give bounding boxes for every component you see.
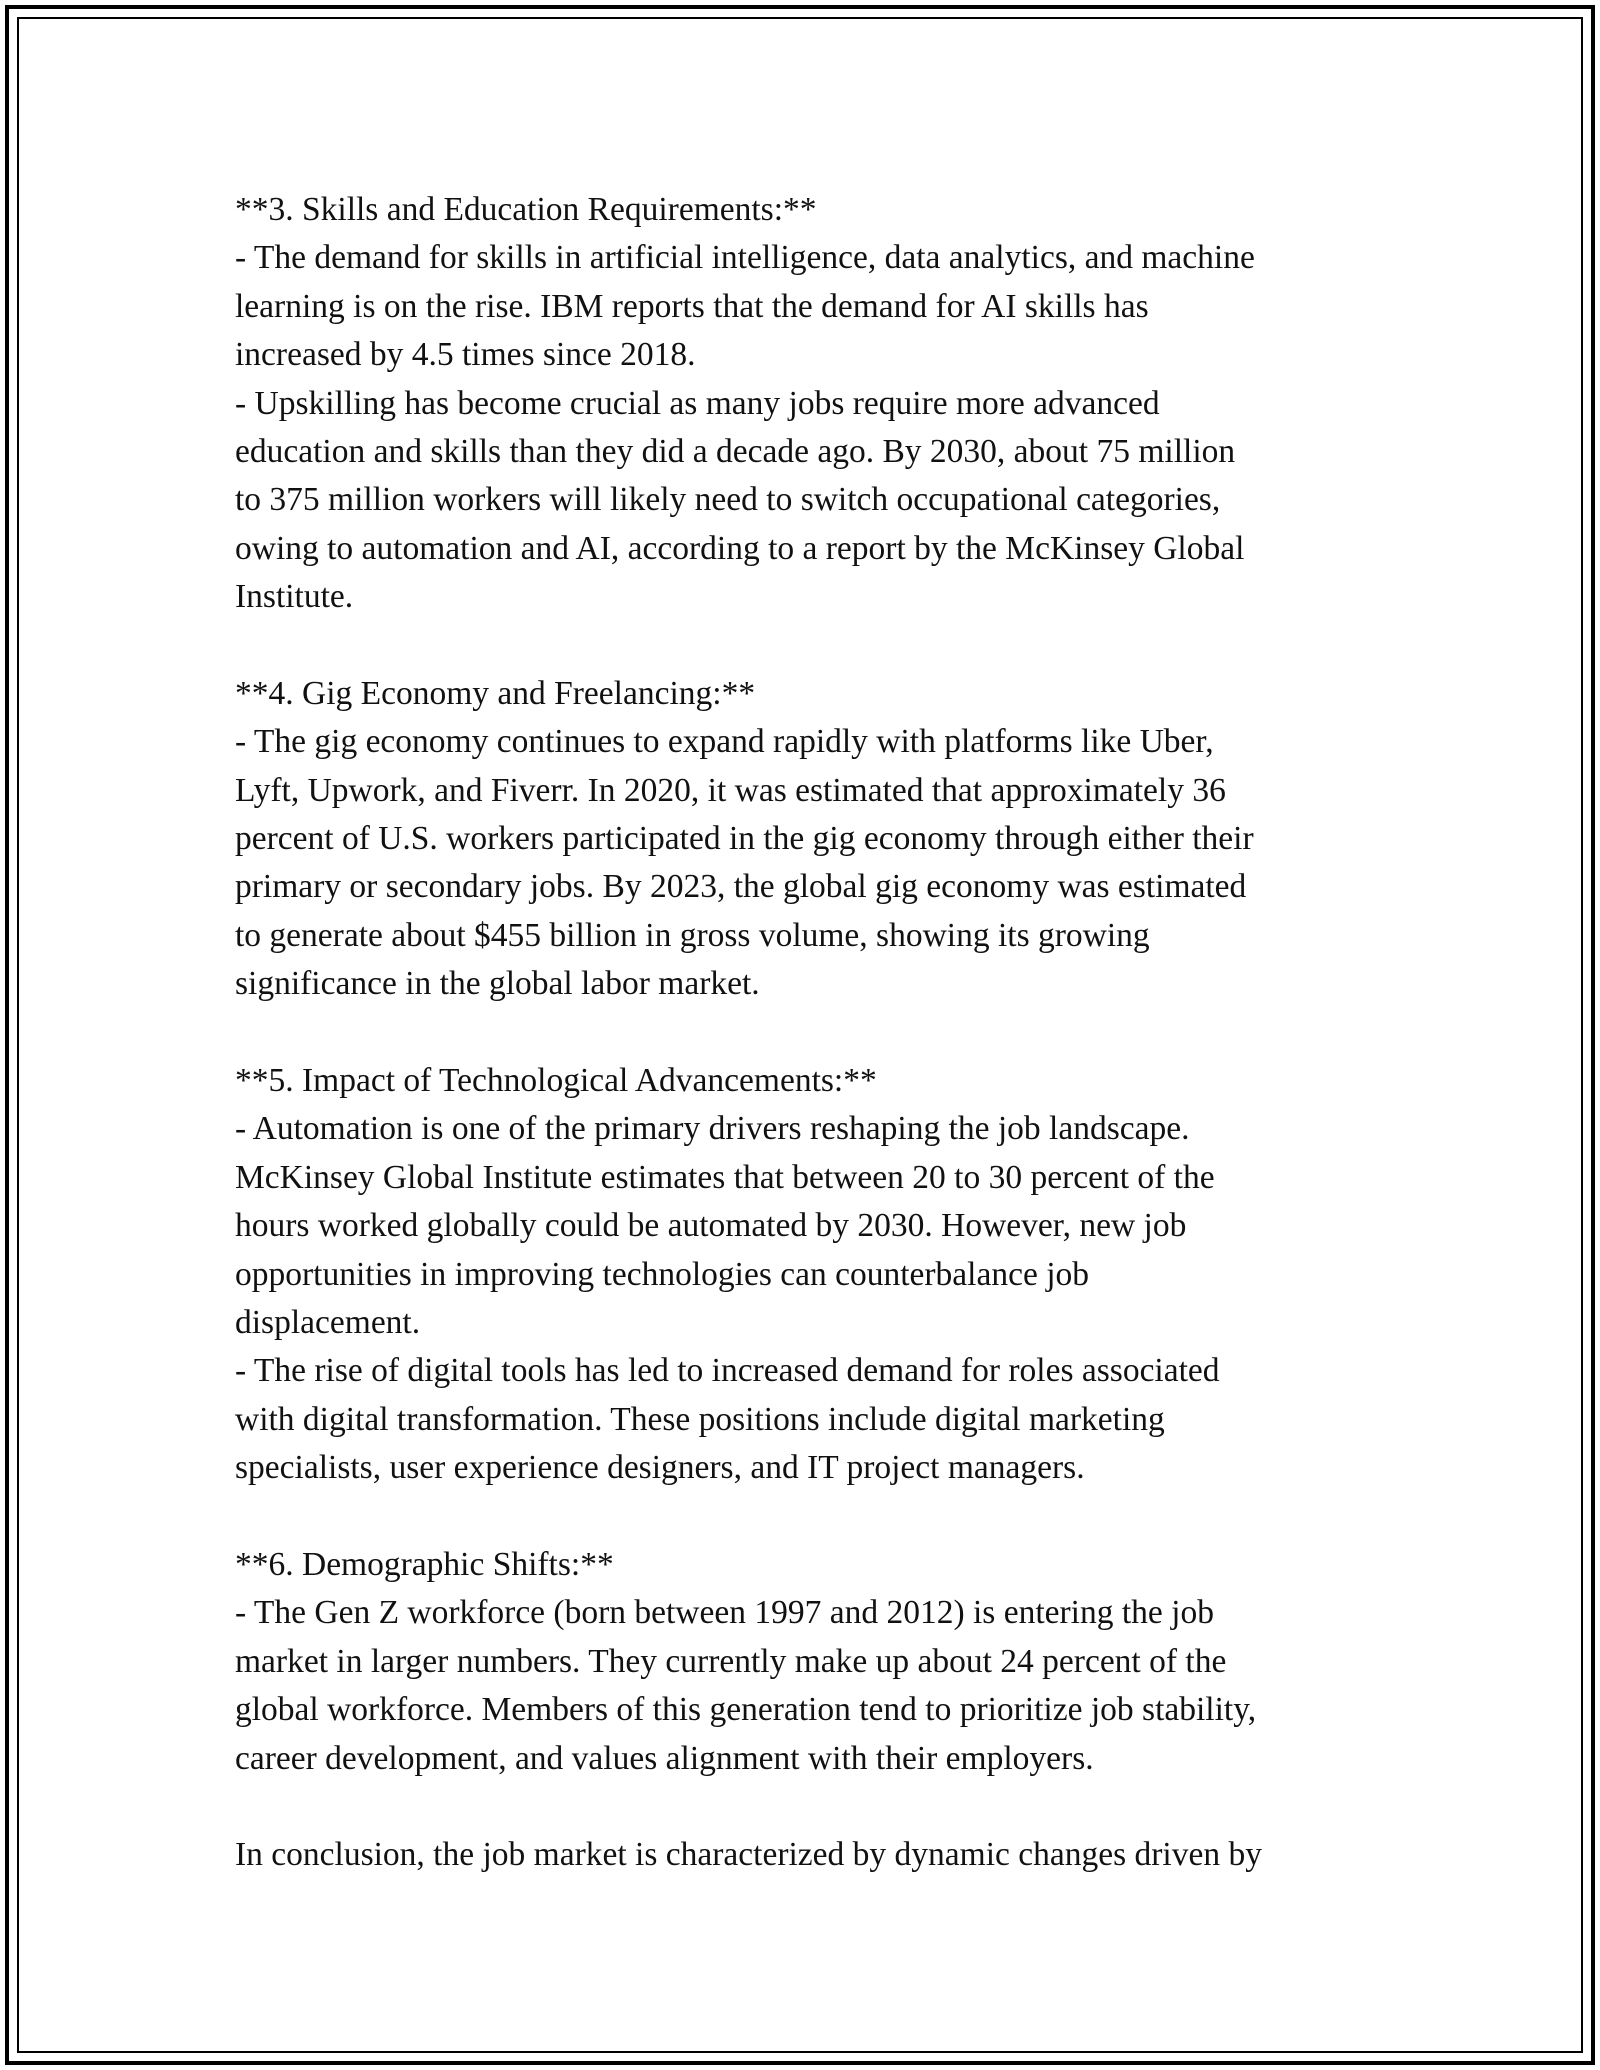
text-line: market in larger numbers. They currently make up about 24 percent of the: [235, 1642, 1227, 1680]
text-line: displacement.: [235, 1303, 421, 1341]
section-conclusion: [235, 1831, 1385, 1879]
section-technological-advancements: [235, 1057, 1385, 1493]
text-line: to generate about $455 billion in gross volume, showing its growing: [235, 916, 1150, 954]
text-line: to 375 million workers will likely need to switch occupational categories,: [235, 481, 1221, 519]
paragraph-spacer: [235, 1783, 1385, 1831]
text-line: hours worked globally could be automated by 2030. However, new job: [235, 1207, 1187, 1245]
section-heading: **6. Demographic Shifts:**: [235, 1545, 614, 1583]
text-line: Lyft, Upwork, and Fiverr. In 2020, it was estimated that approximately 36: [235, 771, 1226, 809]
text-line: Institute.: [235, 578, 354, 616]
paragraph-spacer: [235, 1009, 1385, 1057]
text-line: - The gig economy continues to expand rapidly with platforms like Uber,: [235, 723, 1214, 761]
text-line: specialists, user experience designers, and IT project managers.: [235, 1449, 1085, 1487]
text-line: owing to automation and AI, according to a report by the McKinsey Global: [235, 529, 1245, 567]
section-heading: **4. Gig Economy and Freelancing:**: [235, 674, 756, 712]
text-line: global workforce. Members of this generation tend to prioritize job stability,: [235, 1691, 1257, 1729]
text-line: percent of U.S. workers participated in the gig economy through either their: [235, 820, 1254, 858]
text-line: - Upskilling has become crucial as many jobs require more advanced: [235, 384, 1160, 422]
text-line: - The demand for skills in artificial intelligence, data analytics, and machine: [235, 239, 1255, 277]
text-line: McKinsey Global Institute estimates that between 20 to 30 percent of the: [235, 1158, 1215, 1196]
section-heading: **3. Skills and Education Requirements:**: [235, 191, 817, 228]
text-line: career development, and values alignment with their employers.: [235, 1739, 1094, 1777]
text-line: significance in the global labor market.: [235, 965, 760, 1003]
section-gig-economy: [235, 670, 1385, 1009]
text-line: In conclusion, the job market is characterized by dynamic changes driven by: [235, 1836, 1262, 1874]
text-line: primary or secondary jobs. By 2023, the global gig economy was estimated: [235, 868, 1247, 906]
text-line: increased by 4.5 times since 2018.: [235, 336, 696, 374]
text-line: education and skills than they did a decade ago. By 2030, about 75 million: [235, 432, 1236, 470]
text-line: opportunities in improving technologies can counterbalance job: [235, 1255, 1090, 1293]
section-heading: **5. Impact of Technological Advancements:**: [235, 1062, 877, 1100]
text-line: with digital transformation. These positions include digital marketing: [235, 1400, 1165, 1438]
paragraph-spacer: [235, 622, 1385, 670]
section-skills-education: [235, 186, 1385, 622]
text-line: - The rise of digital tools has led to increased demand for roles associated: [235, 1352, 1220, 1390]
text-line: learning is on the rise. IBM reports that the demand for AI skills has: [235, 287, 1149, 325]
text-line: - Automation is one of the primary drivers reshaping the job landscape.: [235, 1110, 1190, 1148]
document-body: [235, 186, 1385, 1880]
paragraph-spacer: [235, 1493, 1385, 1541]
text-line: - The Gen Z workforce (born between 1997 and 2012) is entering the job: [235, 1594, 1214, 1632]
section-demographic-shifts: [235, 1541, 1385, 1783]
